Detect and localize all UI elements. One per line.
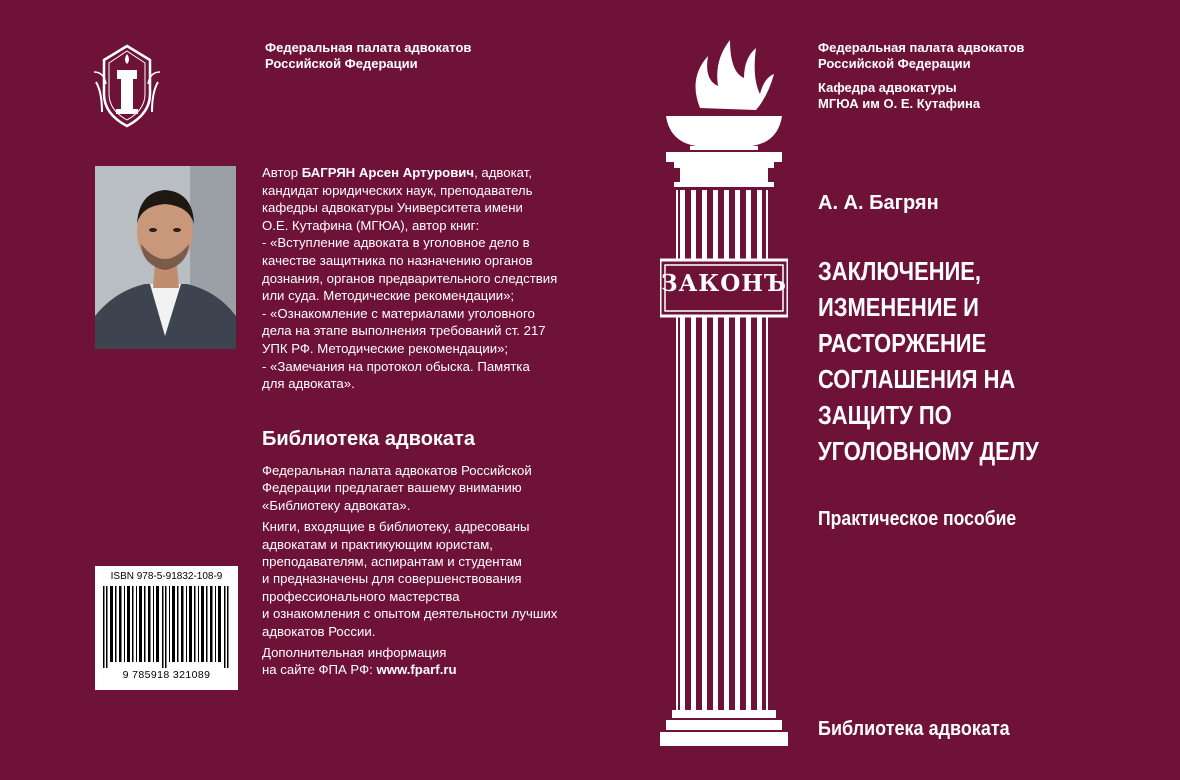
book-subtitle: Практическое пособие — [818, 508, 1017, 530]
front-publisher-line: МГЮА им О. Е. Кутафина — [818, 96, 981, 111]
title-line: СОГЛАШЕНИЯ НА — [818, 366, 1016, 394]
title-line: УГОЛОВНОМУ ДЕЛУ — [818, 438, 1039, 466]
title-line: ЗАКЛЮЧЕНИЕ, — [818, 258, 982, 286]
website-link[interactable]: www.fparf.ru — [376, 662, 457, 678]
front-publisher-line: Федеральная палата адвокатов — [818, 40, 1025, 55]
author-full-name: БАГРЯН Арсен Артурович — [301, 165, 475, 180]
library-description — [262, 462, 562, 683]
bio-line: качестве защитника по назначению органов — [262, 252, 533, 268]
bio-line: - «Замечания на протокол обыска. Памятка — [262, 358, 530, 374]
library-line: профессионального мастерства — [262, 588, 460, 604]
back-publisher-line: Российской Федерации — [265, 56, 418, 71]
bio-lead: Автор — [262, 165, 302, 180]
bio-line: дела на этапе выполнения требований ст. 217 — [262, 323, 546, 339]
library-line: Федерации предлагает вашему вниманию — [262, 480, 522, 496]
library-line: преподавателям, аспирантам и студентам — [262, 554, 522, 570]
title-line: РАСТОРЖЕНИЕ — [818, 330, 987, 358]
column-plaque-text: ЗАКОНЪ — [660, 270, 787, 297]
series-name: Библиотека адвоката — [818, 718, 1010, 740]
library-line: на сайте ФПА РФ: — [262, 662, 377, 678]
title-line: ЗАЩИТУ ПО — [818, 402, 952, 430]
library-line: и предназначены для совершенствования — [262, 571, 522, 587]
library-line: Дополнительная информация — [262, 645, 447, 661]
book-title — [818, 254, 1110, 470]
bio-line: для адвоката». — [262, 376, 355, 392]
bio-line: - «Ознакомление с материалами уголовного — [262, 305, 535, 321]
barcode-bars-icon — [101, 586, 232, 668]
library-line: Книги, входящие в библиотеку, адресованы — [262, 519, 530, 535]
bar-association-emblem-icon — [92, 42, 162, 130]
bio-line: УПК РФ. Методические рекомендации»; — [262, 340, 509, 356]
bio-line: кафедры адвокатуры Университета имени — [262, 200, 523, 216]
library-line: и ознакомления с опытом деятельности лучших — [262, 606, 558, 622]
bio-line: , адвокат, — [474, 165, 532, 180]
bio-line: дознания, органов предварительного следствия — [262, 270, 558, 286]
front-publisher-line: Кафедра адвокатуры — [818, 80, 957, 95]
barcode-digits: 9 785918 321089 — [122, 669, 211, 681]
author-photo — [95, 166, 236, 349]
bio-line: О.Е. Кутафина (МГЮА), автор книг: — [262, 217, 480, 233]
library-line: «Библиотеку адвоката». — [262, 497, 411, 513]
library-heading: Библиотека адвоката — [262, 428, 475, 450]
back-publisher — [265, 40, 565, 72]
bio-line: или суда. Методические рекомендации»; — [262, 288, 515, 304]
isbn-barcode — [95, 566, 238, 690]
column-torch-emblem-icon — [660, 38, 788, 748]
back-publisher-line: Федеральная палата адвокатов — [265, 40, 472, 55]
library-line: адвокатов России. — [262, 623, 376, 639]
bio-line: кандидат юридических наук, преподаватель — [262, 182, 533, 198]
library-line: адвокатам и практикующим юристам, — [262, 536, 493, 552]
front-publishers — [818, 40, 1118, 120]
title-line: ИЗМЕНЕНИЕ И — [818, 294, 979, 322]
author-bio — [262, 164, 562, 393]
front-publisher-line: Российской Федерации — [818, 56, 971, 71]
isbn-text: ISBN 978-5-91832-108-9 — [110, 571, 223, 582]
library-line: Федеральная палата адвокатов Российской — [262, 463, 532, 478]
author-name: А. А. Багрян — [818, 192, 939, 214]
bio-line: - «Вступление адвоката в уголовное дело в — [262, 235, 530, 251]
